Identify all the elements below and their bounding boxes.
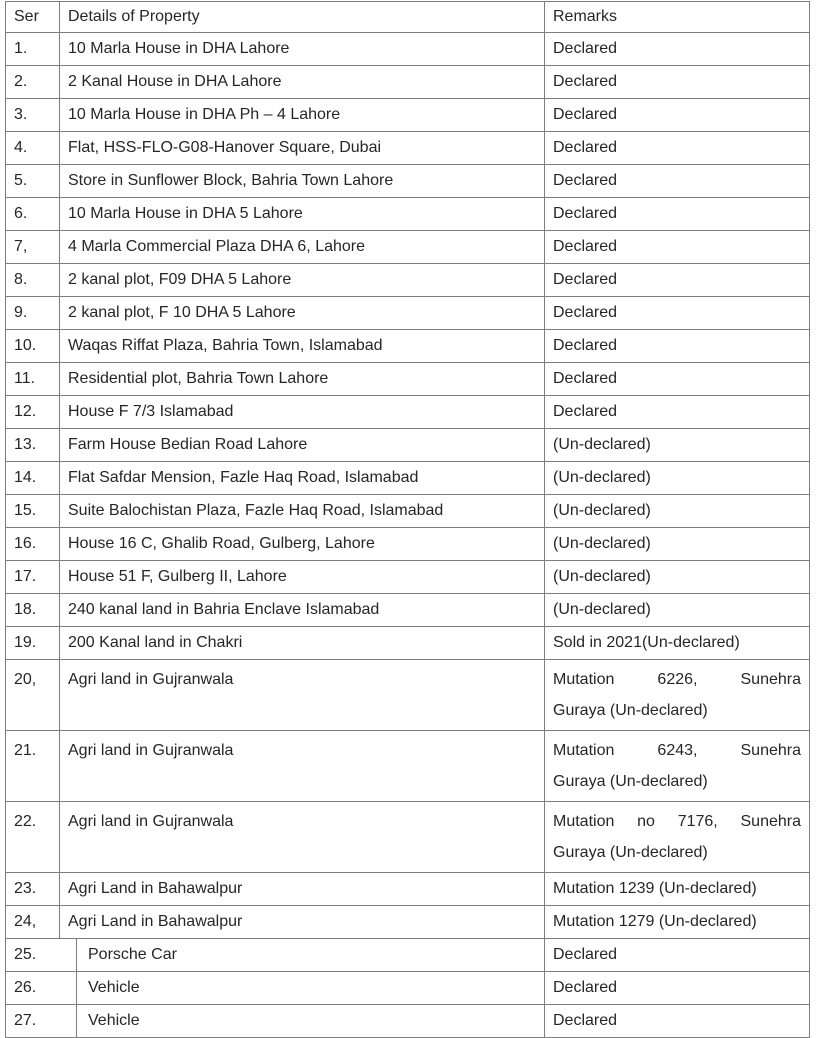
ser-cell: 26. bbox=[6, 972, 77, 1004]
property-cell: Suite Balochistan Plaza, Fazle Haq Road, Islamabad bbox=[60, 495, 545, 527]
remark-cell: Declared bbox=[553, 979, 618, 996]
property-cell: House 51 F, Gulberg II, Lahore bbox=[60, 561, 545, 593]
remark-line: Guraya (Un-declared) bbox=[553, 773, 708, 790]
table-row bbox=[6, 230, 809, 263]
property-cell: Agri land in Gujranwala bbox=[60, 802, 545, 872]
table-row bbox=[6, 593, 809, 626]
ser-cell: 23. bbox=[6, 873, 60, 905]
ser-cell: 6. bbox=[6, 198, 60, 230]
ser-cell: 9. bbox=[6, 297, 60, 329]
remark-line: Mutation 6243, Sunehra bbox=[553, 742, 801, 759]
table-row bbox=[6, 872, 809, 905]
ser-cell: 8. bbox=[6, 264, 60, 296]
table-row bbox=[6, 971, 809, 1004]
table-row bbox=[6, 263, 809, 296]
remark-cell: Declared bbox=[553, 946, 618, 963]
ser-cell: 4. bbox=[6, 132, 60, 164]
ser-cell: 24, bbox=[6, 906, 60, 938]
property-cell: Porsche Car bbox=[77, 939, 545, 971]
remark-cell bbox=[545, 731, 809, 801]
ser-cell: 19. bbox=[6, 627, 60, 659]
header-remarks: Remarks bbox=[553, 8, 618, 25]
remark-cell: Declared bbox=[553, 106, 618, 123]
property-cell: 2 kanal plot, F09 DHA 5 Lahore bbox=[60, 264, 545, 296]
remark-cell: (Un-declared) bbox=[553, 469, 651, 486]
table-row bbox=[6, 362, 809, 395]
remark-cell: Declared bbox=[553, 139, 618, 156]
remark-cell: Declared bbox=[553, 1012, 618, 1029]
table-row bbox=[6, 626, 809, 659]
property-cell: House F 7/3 Islamabad bbox=[60, 396, 545, 428]
ser-cell: 5. bbox=[6, 165, 60, 197]
property-cell: 10 Marla House in DHA 5 Lahore bbox=[60, 198, 545, 230]
remark-line: Mutation no 7176, Sunehra bbox=[553, 813, 801, 830]
ser-cell: 11. bbox=[6, 363, 60, 395]
property-cell: Residential plot, Bahria Town Lahore bbox=[60, 363, 545, 395]
ser-cell: 7, bbox=[6, 231, 60, 263]
table-row bbox=[6, 164, 809, 197]
ser-cell: 10. bbox=[6, 330, 60, 362]
property-cell: Flat Safdar Mension, Fazle Haq Road, Islamabad bbox=[60, 462, 545, 494]
property-cell: 2 kanal plot, F 10 DHA 5 Lahore bbox=[60, 297, 545, 329]
table-row bbox=[6, 395, 809, 428]
property-cell: 4 Marla Commercial Plaza DHA 6, Lahore bbox=[60, 231, 545, 263]
ser-cell: 15. bbox=[6, 495, 60, 527]
remark-cell: Mutation 1239 (Un-declared) bbox=[553, 880, 757, 897]
table-row bbox=[6, 494, 809, 527]
ser-cell: 2. bbox=[6, 66, 60, 98]
remark-cell: Declared bbox=[553, 337, 618, 354]
table-row bbox=[6, 32, 809, 65]
remark-cell: Sold in 2021(Un-declared) bbox=[553, 634, 740, 651]
table-row bbox=[6, 131, 809, 164]
remark-cell: (Un-declared) bbox=[553, 436, 651, 453]
remark-line: Guraya (Un-declared) bbox=[553, 844, 708, 861]
table-row bbox=[6, 98, 809, 131]
ser-cell: 13. bbox=[6, 429, 60, 461]
table-row bbox=[6, 461, 809, 494]
property-cell: Agri Land in Bahawalpur bbox=[60, 873, 545, 905]
ser-cell: 22. bbox=[6, 802, 60, 872]
table-row bbox=[6, 296, 809, 329]
ser-cell: 20, bbox=[6, 660, 60, 730]
table-row bbox=[6, 428, 809, 461]
remark-cell: Declared bbox=[553, 304, 618, 321]
remark-cell: Declared bbox=[553, 403, 618, 420]
property-cell: Farm House Bedian Road Lahore bbox=[60, 429, 545, 461]
property-cell: Agri land in Gujranwala bbox=[60, 660, 545, 730]
ser-cell: 21. bbox=[6, 731, 60, 801]
table-row bbox=[6, 329, 809, 362]
property-cell: Agri land in Gujranwala bbox=[60, 731, 545, 801]
remark-cell: Declared bbox=[553, 40, 618, 57]
remark-line: Mutation 6226, Sunehra bbox=[553, 671, 801, 688]
remark-cell: (Un-declared) bbox=[553, 535, 651, 552]
ser-cell: 1. bbox=[6, 33, 60, 65]
property-cell: Flat, HSS-FLO-G08-Hanover Square, Dubai bbox=[60, 132, 545, 164]
remark-cell: Declared bbox=[553, 73, 618, 90]
remark-cell: (Un-declared) bbox=[553, 601, 651, 618]
ser-cell: 14. bbox=[6, 462, 60, 494]
table-row bbox=[6, 560, 809, 593]
table-header-row bbox=[6, 2, 809, 32]
ser-cell: 18. bbox=[6, 594, 60, 626]
property-cell: 10 Marla House in DHA Ph – 4 Lahore bbox=[60, 99, 545, 131]
table-row bbox=[6, 730, 809, 801]
property-cell: 10 Marla House in DHA Lahore bbox=[60, 33, 545, 65]
table-row bbox=[6, 905, 809, 938]
property-cell: 2 Kanal House in DHA Lahore bbox=[60, 66, 545, 98]
ser-cell: 3. bbox=[6, 99, 60, 131]
table-row bbox=[6, 801, 809, 872]
ser-cell: 27. bbox=[6, 1005, 77, 1037]
remark-cell: (Un-declared) bbox=[553, 568, 651, 585]
property-table bbox=[5, 1, 810, 1038]
table-row bbox=[6, 659, 809, 730]
property-cell: Store in Sunflower Block, Bahria Town Lahore bbox=[60, 165, 545, 197]
property-cell: Vehicle bbox=[77, 972, 545, 1004]
table-row bbox=[6, 1004, 809, 1037]
ser-cell: 17. bbox=[6, 561, 60, 593]
property-cell: Vehicle bbox=[77, 1005, 545, 1037]
remark-cell: Declared bbox=[553, 370, 618, 387]
property-cell: Waqas Riffat Plaza, Bahria Town, Islamabad bbox=[60, 330, 545, 362]
table-row bbox=[6, 938, 809, 971]
remark-cell: Declared bbox=[553, 238, 618, 255]
remark-cell: Declared bbox=[553, 172, 618, 189]
table-row bbox=[6, 65, 809, 98]
property-cell: House 16 C, Ghalib Road, Gulberg, Lahore bbox=[60, 528, 545, 560]
remark-cell: Declared bbox=[553, 271, 618, 288]
header-property: Details of Property bbox=[60, 2, 545, 32]
property-cell: Agri Land in Bahawalpur bbox=[60, 906, 545, 938]
remark-cell bbox=[545, 802, 809, 872]
remark-line: Guraya (Un-declared) bbox=[553, 702, 708, 719]
property-cell: 240 kanal land in Bahria Enclave Islamabad bbox=[60, 594, 545, 626]
table-row bbox=[6, 527, 809, 560]
table-row bbox=[6, 197, 809, 230]
remark-cell: Declared bbox=[553, 205, 618, 222]
ser-cell: 25. bbox=[6, 939, 77, 971]
remark-cell bbox=[545, 660, 809, 730]
remark-cell: Mutation 1279 (Un-declared) bbox=[553, 913, 757, 930]
ser-cell: 12. bbox=[6, 396, 60, 428]
remark-cell: (Un-declared) bbox=[553, 502, 651, 519]
header-ser: Ser bbox=[6, 2, 60, 32]
property-cell: 200 Kanal land in Chakri bbox=[60, 627, 545, 659]
ser-cell: 16. bbox=[6, 528, 60, 560]
